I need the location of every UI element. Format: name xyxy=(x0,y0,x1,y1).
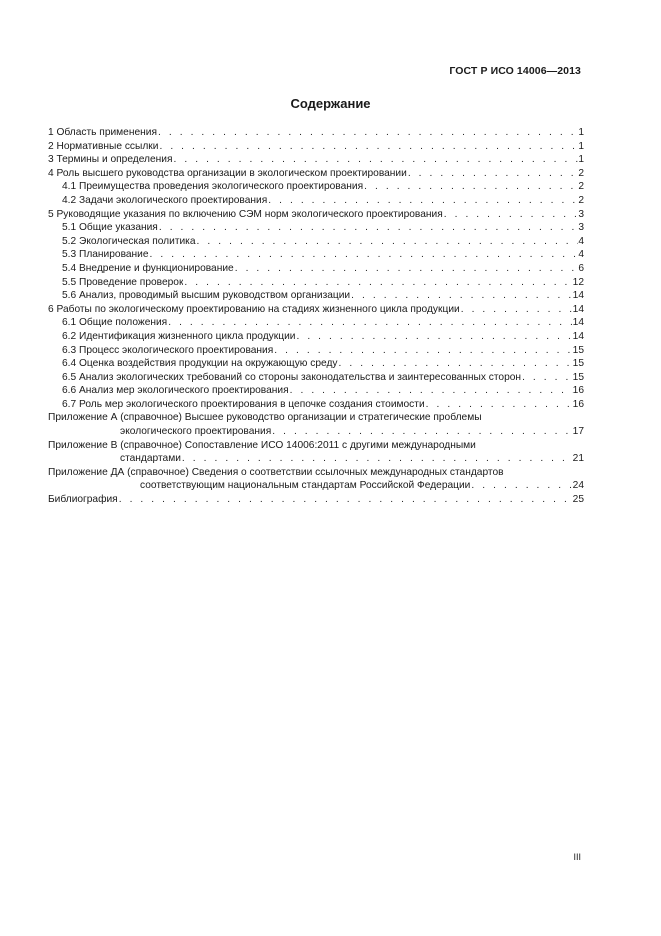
toc-entry-5-3[interactable] xyxy=(48,248,584,262)
toc-entry-3[interactable] xyxy=(48,153,584,167)
toc-entry-4-2[interactable] xyxy=(48,194,584,208)
toc-page-number: 4 xyxy=(578,235,584,247)
toc-entry-6-5[interactable] xyxy=(48,371,584,385)
appendix-title-cont: экологического проектирования xyxy=(120,426,272,438)
toc-entry-6-7[interactable] xyxy=(48,398,584,412)
toc-leader xyxy=(363,180,578,194)
toc-entry-label: 6.3 Процесс экологического проектирования xyxy=(62,344,274,356)
toc-entry-6-4[interactable] xyxy=(48,357,584,371)
toc-leader xyxy=(470,479,572,493)
toc-leader xyxy=(167,316,572,330)
toc-entry-1[interactable] xyxy=(48,126,584,140)
toc-entry-6-3[interactable] xyxy=(48,344,584,358)
toc-entry-5[interactable] xyxy=(48,208,584,222)
toc-entry-6-6[interactable] xyxy=(48,384,584,398)
toc-entry-label: 2 Нормативные ссылки xyxy=(48,140,159,152)
toc-entry-label: 3 Термины и определения xyxy=(48,154,173,166)
toc-leader xyxy=(196,235,579,249)
toc-entry-6-1[interactable] xyxy=(48,316,584,330)
toc-page-number: 4 xyxy=(578,249,584,261)
page-title: Содержание xyxy=(290,96,371,111)
appendix-prefix: Приложение В (справочное) xyxy=(48,439,182,451)
table-of-contents xyxy=(48,126,584,507)
appendix-title: Сопоставление ИСО 14006:2011 с другими международными xyxy=(184,439,476,451)
toc-leader xyxy=(172,153,578,167)
toc-entry-label: 5.6 Анализ, проводимый высшим руководством организации xyxy=(62,290,351,302)
toc-page-number: 2 xyxy=(578,167,584,179)
toc-entry-label: 5.1 Общие указания xyxy=(62,222,158,234)
toc-page-number: 3 xyxy=(578,208,584,220)
appendix-title: Сведения о соответствии ссылочных международных стандартов xyxy=(191,466,504,478)
toc-leader xyxy=(521,371,573,385)
toc-leader xyxy=(350,289,573,303)
toc-entry-label: 6.5 Анализ экологических требований со стороны законодательства и заинтересованных сторон xyxy=(62,371,522,383)
toc-entry-label: 6.4 Оценка воздействия продукции на окружающую среду xyxy=(62,358,338,370)
toc-page-number: 14 xyxy=(572,317,584,329)
toc-entry-2[interactable] xyxy=(48,140,584,154)
appendix-prefix: Приложение А (справочное) xyxy=(48,412,182,424)
toc-leader xyxy=(407,167,579,181)
toc-leader xyxy=(460,303,573,317)
toc-entry-label: 5.4 Внедрение и функционирование xyxy=(62,262,234,274)
toc-appendix-da[interactable] xyxy=(48,466,584,493)
toc-leader xyxy=(149,248,579,262)
toc-entry-label: 6 Работы по экологическому проектированию на стадиях жизненного цикла продукции xyxy=(48,303,460,315)
toc-leader xyxy=(158,221,579,235)
toc-page-number: 1 xyxy=(578,127,584,138)
toc-leader xyxy=(289,384,573,398)
toc-page-number: 21 xyxy=(572,453,584,465)
toc-page-number: 15 xyxy=(572,371,584,383)
toc-leader xyxy=(267,194,578,208)
toc-entry-5-2[interactable] xyxy=(48,235,584,249)
page-number: III xyxy=(573,852,581,862)
toc-leader xyxy=(183,276,572,290)
toc-entry-label: 4 Роль высшего руководства организации в экологическом проектировании xyxy=(48,167,407,179)
toc-leader xyxy=(425,398,573,412)
toc-entry-5-6[interactable] xyxy=(48,289,584,303)
toc-page-number: 14 xyxy=(572,330,584,342)
toc-entry-label: 5.3 Планирование xyxy=(62,249,149,261)
toc-leader xyxy=(157,126,578,140)
toc-page-number: 24 xyxy=(572,480,584,492)
toc-leader xyxy=(271,425,572,439)
toc-leader xyxy=(158,140,578,154)
toc-page-number: 1 xyxy=(578,154,584,166)
toc-page-number: 6 xyxy=(578,262,584,274)
toc-entry-label: 6.1 Общие положения xyxy=(62,317,168,329)
toc-page-number: 2 xyxy=(578,194,584,206)
toc-entry-5-4[interactable] xyxy=(48,262,584,276)
toc-page-number: 15 xyxy=(572,344,584,356)
toc-page-number: 2 xyxy=(578,181,584,193)
toc-entry-label: 6.7 Роль мер экологического проектирования в цепочке создания стоимости xyxy=(62,398,425,410)
toc-page-number: 14 xyxy=(572,290,584,302)
appendix-prefix: Приложение ДА (справочное) xyxy=(48,466,189,478)
toc-appendix-a[interactable] xyxy=(48,411,584,438)
toc-page-number: 1 xyxy=(578,140,584,152)
appendix-title-cont: соответствующим национальным стандартам Российской Федерации xyxy=(140,480,471,492)
toc-leader xyxy=(295,330,572,344)
toc-page-number: 14 xyxy=(572,303,584,315)
toc-leader xyxy=(118,493,573,507)
toc-entry-label: 6.2 Идентификация жизненного цикла продукции xyxy=(62,330,296,342)
toc-entry-label: 5.2 Экологическая политика xyxy=(62,235,196,247)
toc-entry-5-1[interactable] xyxy=(48,221,584,235)
toc-page-number: 3 xyxy=(578,222,584,234)
appendix-title: Высшее руководство организации и стратегические проблемы xyxy=(184,412,482,424)
toc-entry-label: 4.2 Задачи экологического проектирования xyxy=(62,194,268,206)
toc-page-number: 15 xyxy=(572,358,584,370)
toc-entry-label: 5 Руководящие указания по включению СЭМ норм экологического проектирования xyxy=(48,208,443,220)
toc-page-number: 12 xyxy=(572,276,584,288)
toc-leader xyxy=(273,344,572,358)
toc-leader xyxy=(338,357,573,371)
document-id: ГОСТ Р ИСО 14006—2013 xyxy=(449,65,581,77)
toc-entry-4-1[interactable] xyxy=(48,180,584,194)
toc-entry-label: Библиография xyxy=(48,494,118,506)
toc-page-number: 16 xyxy=(572,398,584,410)
toc-entry-label: 1 Область применения xyxy=(48,127,157,138)
toc-bibliography[interactable] xyxy=(48,493,584,507)
toc-page-number: 25 xyxy=(572,494,584,506)
toc-leader xyxy=(443,208,579,222)
toc-page-number: 17 xyxy=(572,426,584,438)
toc-page-number: 16 xyxy=(572,385,584,397)
toc-entry-6-2[interactable] xyxy=(48,330,584,344)
toc-leader xyxy=(234,262,579,276)
toc-entry-5-5[interactable] xyxy=(48,276,584,290)
appendix-title-cont: стандартами xyxy=(120,453,181,465)
toc-appendix-b[interactable] xyxy=(48,439,584,466)
toc-entry-4[interactable] xyxy=(48,167,584,181)
toc-leader xyxy=(181,452,573,466)
toc-entry-label: 4.1 Преимущества проведения экологического проектирования xyxy=(62,181,364,193)
toc-entry-6[interactable] xyxy=(48,303,584,317)
toc-entry-label: 6.6 Анализ мер экологического проектирования xyxy=(62,385,289,397)
toc-entry-label: 5.5 Проведение проверок xyxy=(62,276,184,288)
